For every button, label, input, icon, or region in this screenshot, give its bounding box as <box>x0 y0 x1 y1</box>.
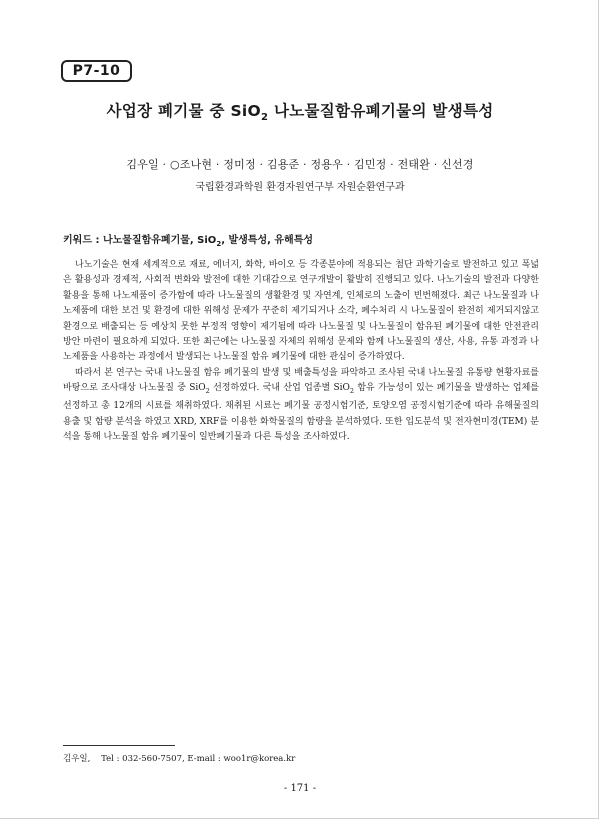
footnote: 김우일, Tel : 032-560-7507, E-mail : woo1r@korea.kr <box>63 754 296 764</box>
keywords-line <box>63 231 313 248</box>
keywords-suffix: , 발생특성, 유해특성 <box>221 235 314 246</box>
p2-subscript-1: 2 <box>205 387 210 396</box>
p2-part-a: 따라서 본 연구는 국내 나노물질 함유 폐기물의 발생 및 배출특성을 파악하고 조사된 국내 나노물질 유통량 현황자료를 바탕으로 조사대상 나노물질 중 SiO <box>63 367 539 394</box>
author-list: 김우일 · ○조나현 · 정미정 · 김용준 · 정용우 · 김민정 · 전태완 · 신선경 <box>126 158 474 171</box>
keywords-label: 키워드 : <box>63 235 103 246</box>
page-number: - 171 - <box>283 783 317 794</box>
keywords-subscript: 2 <box>216 240 222 248</box>
p2-subscript-2: 2 <box>349 387 355 396</box>
footnote-divider <box>63 745 175 746</box>
session-label: P7-10 <box>61 60 132 82</box>
title-subscript: 2 <box>261 112 269 124</box>
abstract-body <box>63 258 539 446</box>
title-suffix: 나노물질함유폐기물의 발생특성 <box>268 102 494 120</box>
title-prefix: 사업장 폐기물 중 SiO <box>106 102 262 120</box>
p2-part-b: 선정하였다. 국내 산업 업종별 SiO <box>209 383 350 394</box>
paper-title <box>0 99 600 123</box>
p2-part-c: 함유 가능성이 있는 폐기물을 발생하는 업체를 선정하고 총 12개의 시료를 채취하였다. 채취된 시료는 폐기물 공정시험기준, 토양오염 공정시험기준에 따라 유해물질의 용출 및 함량 분석을 하였고 XRD, XRF를 이용한 화학물질의 함량을 분석하였다. 또한 입도분석 및 전자현미경(TEM) 분석을 통해 나노물질 함유 폐기물이 일반폐기물과 다른 특성을 조사하였다. <box>63 383 540 443</box>
abstract-paragraph-1: 나노기술은 현재 세계적으로 재료, 에너지, 화학, 바이오 등 각종분야에 적용되는 첨단 과학기술로 발전하고 있고 폭넓은 활용성과 경제적, 사회적 변화와 발전에 대한 기대감으로 연구개발이 활발히 진행되고 있다. 나노기술의 발전과 다양한 활용을 통해 나노제품이 증가함에 따라 나노물질의 생활환경 및 자연계, 인체로의 노출이 빈번해졌다. 최근 나노물질과 나노제품에 대한 보건 및 환경에 대한 위해성 문제가 꾸준히 제기되거나 소각, 폐수처리 시 나노물질이 완전히 제거되지않고 환경으로 배출되는 등 예상치 못한 부정적 영향이 제기됨에 따라 나노물질 및 나노물질이 함유된 폐기물에 대한 안전관리 방안 마련이 필요하게 되었다. 또한 최근에는 나노물질 자체의 위해성 문제와 함께 나노물질의 생산, 사용, 유통 과정과 나노제품을 사용하는 과정에서 발생되는 나노물질 함유 폐기물에 대한 관심이 증가하였다. <box>63 260 539 363</box>
affiliation: 국립환경과학원 환경자원연구부 자원순환연구과 <box>195 182 405 193</box>
keywords-prefix: 나노물질함유폐기물, SiO <box>102 235 217 246</box>
abstract-paragraph-2 <box>63 366 539 446</box>
